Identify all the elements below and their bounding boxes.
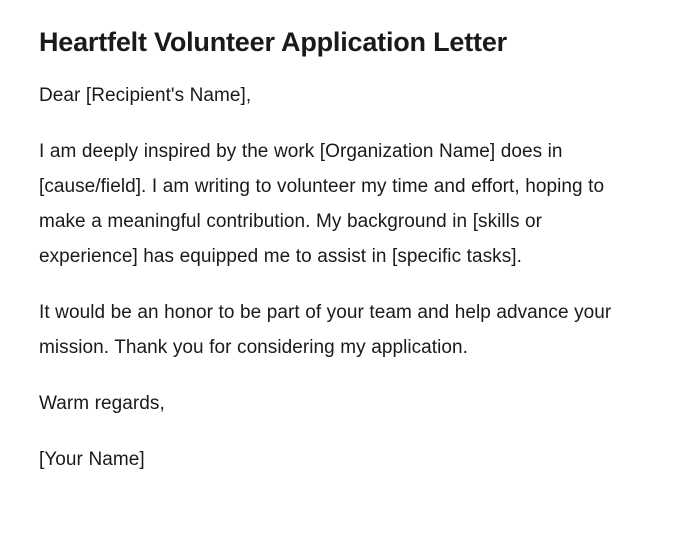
letter-body	[39, 78, 635, 477]
salutation-paragraph: Dear [Recipient's Name],	[39, 85, 252, 106]
page-title: Heartfelt Volunteer Application Letter	[39, 27, 507, 57]
closing-body-paragraph: It would be an honor to be part of your team and help advance your mission. Thank you for considering my application.	[39, 302, 612, 358]
opening-body-paragraph: I am deeply inspired by the work [Organization Name] does in [cause/field]. I am writing to volunteer my time and effort, hoping to make a meaningful contribution. My background in [skills or experience] has equipped me to assist in [specific tasks].	[39, 141, 605, 267]
signature-name-paragraph: [Your Name]	[39, 449, 145, 470]
sign-off-paragraph: Warm regards,	[39, 393, 165, 414]
